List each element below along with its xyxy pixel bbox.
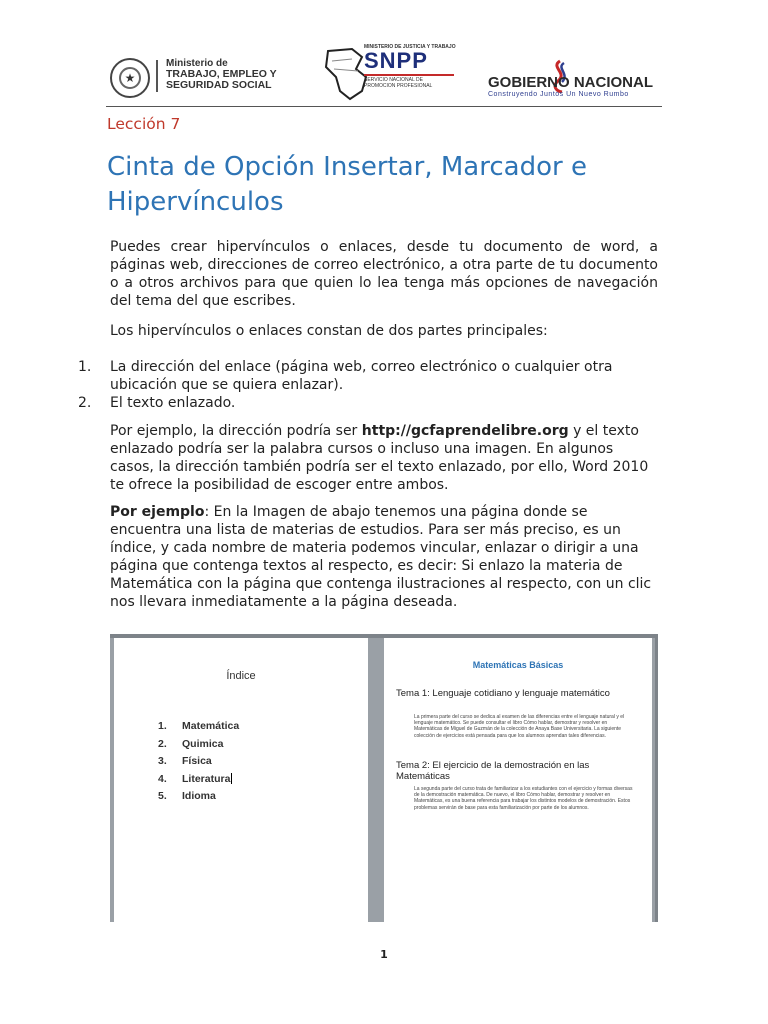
snpp-ministry-label: MINISTERIO DE JUSTICIA Y TRABAJO xyxy=(364,44,456,50)
index-list xyxy=(158,718,239,806)
math-page xyxy=(384,638,652,922)
list-item xyxy=(78,394,658,412)
header-divider xyxy=(106,106,662,107)
math-page-title: Matemáticas Básicas xyxy=(472,660,564,670)
paraguay-map-icon xyxy=(322,47,370,101)
parts-paragraph: Los hipervínculos o enlaces constan de dos partes principales: xyxy=(110,323,548,339)
gobierno-wordmark: GOBIERNO NACIONAL xyxy=(488,74,653,91)
snpp-wordmark: SNPP xyxy=(364,48,428,73)
snpp-sub-line2: PROMOCION PROFESIONAL xyxy=(364,83,433,89)
index-item-matematica[interactable]: 1. Matemática xyxy=(158,720,240,732)
document-header xyxy=(106,38,672,108)
lesson-label: Lección 7 xyxy=(107,115,181,133)
example-paragraph xyxy=(110,422,658,494)
example-label: Por ejemplo xyxy=(110,504,205,520)
topic1-body: La primera parte del curso se dedica al examen de las diferencias entre el lenguaje natural y el lenguaje matemático. Se puede consultar el libro Cómo hablar, demostrar y resolver en Matemáticas de Miguel de Guzmán de la colección de Anaya Base Universitaria. La siguiente colección de ejercicios está pensada para que los alumnos aprendan tales diferencias. xyxy=(414,714,625,739)
topic2-heading: Tema 2: El ejercicio de la demostración en las Matemáticas xyxy=(396,760,590,782)
mtess-line3: SEGURIDAD SOCIAL xyxy=(166,79,272,91)
snpp-sub-line1: SERVICIO NACIONAL DE xyxy=(364,77,423,83)
page-number: 1 xyxy=(380,948,388,961)
example-detail-text: : En la Imagen de abajo tenemos una página donde se encuentra una lista de materias de estudios. Para ser más preciso, es un índice, y cada nombre de materia podemos vincular, enlazar o dirigir a una página que contenga textos al respecto, es decir: Si enlazo la materia de Matemática con la página que contenga ilustraciones al respecto, con un clic nos llevara inmediatamente a la página deseada. xyxy=(110,504,652,610)
example-url-link[interactable]: http://gcfaprendelibre.org xyxy=(361,423,569,439)
word-pages-screenshot xyxy=(110,634,658,922)
example-text-after: y el texto enlazado podría ser la palabra cursos o incluso una imagen. En algunos casos, la dirección también podría ser el texto enlazado, por ello, Word 2010 te ofrece la posibilidad de escoger entre ambos. xyxy=(110,423,649,493)
gobierno-nacional-logo xyxy=(488,62,678,98)
snpp-logo xyxy=(322,41,462,99)
mtess-line2: TRABAJO, EMPLEO Y xyxy=(166,68,277,80)
topic1-heading: Tema 1: Lenguaje cotidiano y lenguaje matemático xyxy=(396,688,610,699)
list-item-text: El texto enlazado. xyxy=(110,395,236,411)
index-item-literatura[interactable]: 4. Literatura xyxy=(158,772,231,785)
example-text-before: Por ejemplo, la dirección podría ser xyxy=(110,423,362,439)
example-detail-paragraph xyxy=(110,503,658,611)
mtess-line1: Ministerio de xyxy=(166,58,228,69)
index-item-idioma[interactable]: 5. Idioma xyxy=(158,790,216,802)
page-title: Cinta de Opción Insertar, Marcador e Hipervínculos xyxy=(107,152,587,217)
list-item-number: 1. xyxy=(78,359,92,375)
gobierno-slogan: Construyendo Juntos Un Nuevo Rumbo xyxy=(488,91,629,98)
topic2-body: La segunda parte del curso trata de familiarizar a los estudiantes con el ejercicio y formas diversas de la demostración matemática. De nuevo, el libro Cómo hablar, demostrar y resolver en Matemáticas, es una buena referencia para trabajar los distintos modelos de demostración. Estos problemas servirán de base para esta familiarización por parte de los alumnos. xyxy=(414,786,633,811)
national-seal-icon: ★ xyxy=(110,58,150,98)
index-page xyxy=(114,638,368,922)
mtess-logo xyxy=(106,58,306,98)
list-item-text: La dirección del enlace (página web, correo electrónico o cualquier otra ubicación que se quiera enlazar). xyxy=(110,359,613,393)
text-cursor xyxy=(231,773,232,784)
intro-paragraph: Puedes crear hipervínculos o enlaces, desde tu documento de word, a páginas web, direcciones de correo electrónico, a otra parte de tu documento o a otros archivos para que quien lo lea tenga más opciones de navegación del tema del que escribes. xyxy=(110,239,658,309)
parts-list xyxy=(78,358,658,412)
index-item-quimica[interactable]: 2. Quimica xyxy=(158,737,224,750)
index-item-fisica[interactable]: 3. Física xyxy=(158,755,212,767)
list-item-number: 2. xyxy=(78,395,92,411)
index-title: Índice xyxy=(226,670,256,682)
list-item xyxy=(78,358,658,394)
